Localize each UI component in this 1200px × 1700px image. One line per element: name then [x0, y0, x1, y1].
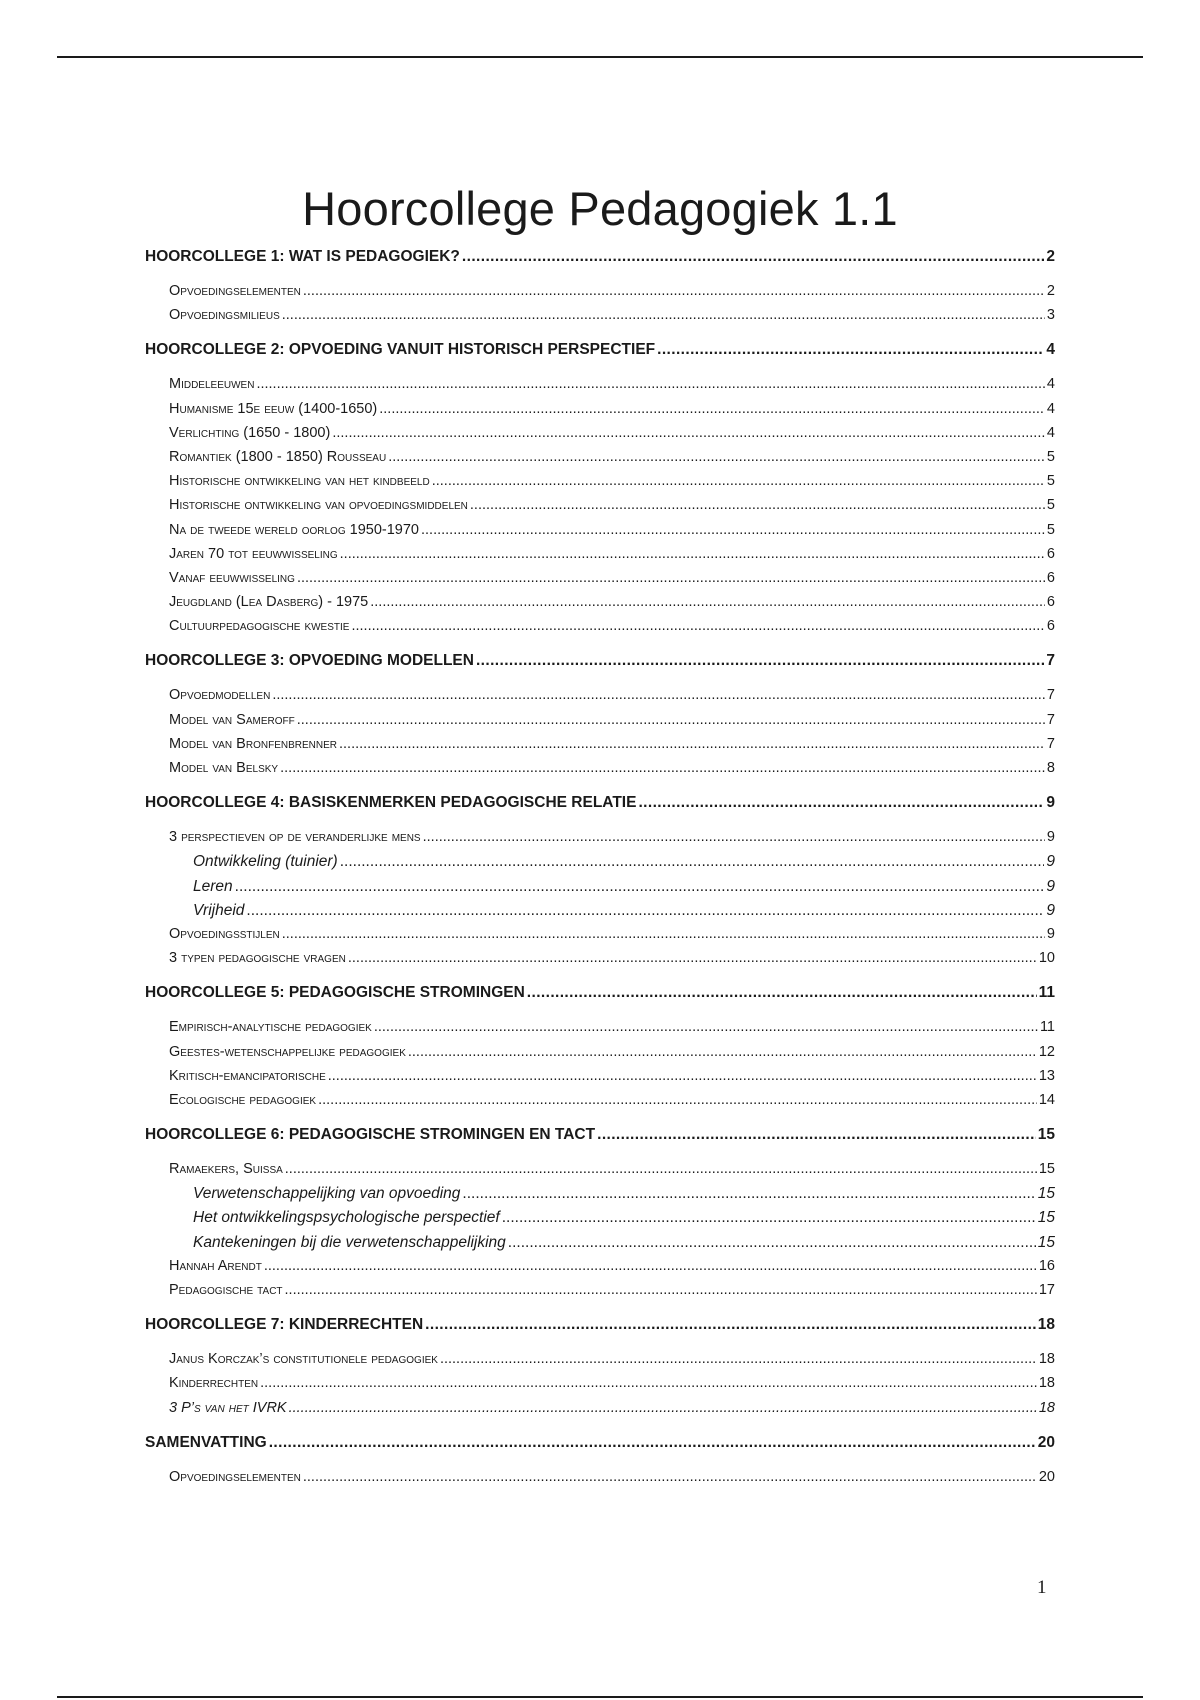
toc-dot-leader [264, 1258, 1037, 1274]
toc-entry-title: Opvoedingsstijlen [169, 925, 280, 942]
toc-dot-leader [351, 618, 1044, 634]
toc-dot-leader [235, 878, 1045, 896]
header-rule [57, 56, 1143, 58]
toc-page-number: 18 [1038, 1351, 1055, 1368]
toc-entry-title: Ontwikkeling (tuinier) [193, 853, 338, 871]
toc-section-entry[interactable] [145, 425, 1055, 449]
toc-chapter-entry[interactable] [145, 1316, 1055, 1340]
toc-entry-title: 3 perspectieven op de veranderlijke mens [169, 829, 421, 846]
toc-section-entry[interactable] [145, 594, 1055, 618]
toc-page-number: 7 [1046, 652, 1055, 670]
toc-page-number: 9 [1046, 794, 1055, 812]
toc-chapter-entry[interactable] [145, 341, 1055, 365]
toc-entry-title: Model van Bronfenbrenner [169, 735, 337, 752]
toc-page-number: 10 [1038, 950, 1055, 967]
toc-entry-title: Opvoedmodellen [169, 687, 271, 704]
toc-entry-title: Opvoedingselementen [169, 283, 301, 299]
toc-dot-leader [332, 425, 1045, 441]
toc-dot-leader [348, 950, 1037, 966]
toc-dot-leader [425, 1316, 1036, 1334]
toc-page-number: 4 [1046, 424, 1055, 441]
toc-dot-leader [340, 853, 1045, 871]
toc-page-number: 8 [1046, 760, 1055, 776]
toc-page-number: 4 [1046, 341, 1055, 359]
toc-section-entry[interactable] [145, 1068, 1055, 1092]
toc-dot-leader [476, 652, 1044, 670]
toc-section-entry[interactable] [145, 570, 1055, 594]
toc-entry-title: 3 typen pedagogische vragen [169, 950, 346, 967]
toc-subsection-entry[interactable] [145, 878, 1055, 902]
toc-dot-leader [502, 1209, 1036, 1227]
toc-section-entry[interactable] [145, 950, 1055, 974]
toc-page-number: 6 [1046, 569, 1055, 586]
toc-page-number: 5 [1046, 448, 1055, 465]
toc-entry-title: 3 P’s van het IVRK [169, 1399, 287, 1416]
toc-dot-leader [379, 401, 1045, 417]
toc-chapter-entry[interactable] [145, 652, 1055, 676]
toc-section-entry[interactable] [145, 376, 1055, 400]
toc-page-number: 6 [1046, 545, 1055, 562]
toc-section-entry[interactable] [145, 687, 1055, 711]
toc-section-entry[interactable] [145, 449, 1055, 473]
toc-dot-leader [470, 497, 1045, 513]
toc-entry-title: Kritisch-emancipatorische [169, 1067, 326, 1084]
toc-dot-leader [285, 1161, 1037, 1177]
toc-section-entry[interactable] [145, 1019, 1055, 1043]
toc-section-entry[interactable] [145, 1044, 1055, 1068]
toc-entry-title: HOORCOLLEGE 4: BASISKENMERKEN PEDAGOGISCHE RELATIE [145, 794, 637, 812]
toc-subsection-entry[interactable] [145, 1234, 1055, 1258]
toc-page-number: 7 [1046, 687, 1055, 704]
toc-section-entry[interactable] [145, 546, 1055, 570]
toc-section-entry[interactable] [145, 618, 1055, 642]
toc-dot-leader [297, 570, 1045, 586]
toc-dot-leader [462, 1185, 1035, 1203]
toc-dot-leader [462, 248, 1044, 266]
toc-dot-leader [597, 1126, 1036, 1144]
toc-dot-leader [508, 1234, 1036, 1252]
toc-chapter-entry[interactable] [145, 1126, 1055, 1150]
toc-entry-title: Empirisch-analytische pedagogiek [169, 1019, 372, 1036]
toc-page-number: 7 [1046, 735, 1055, 752]
toc-page-number: 6 [1046, 618, 1055, 635]
toc-dot-leader [289, 1400, 1037, 1416]
toc-section-entry[interactable] [145, 712, 1055, 736]
toc-page-number: 5 [1046, 473, 1055, 490]
toc-entry-title: Vrijheid [193, 901, 245, 919]
page-number: 1 [1037, 1577, 1047, 1598]
toc-dot-leader [246, 902, 1044, 920]
toc-subsection-entry[interactable] [145, 902, 1055, 926]
toc-entry-title: Verwetenschappelijking van opvoeding [193, 1185, 461, 1203]
toc-entry-title: Jaren 70 tot eeuwwisseling [169, 545, 338, 562]
toc-dot-leader [340, 546, 1045, 562]
toc-page-number: 13 [1038, 1067, 1055, 1084]
toc-dot-leader [280, 760, 1045, 776]
toc-section-entry[interactable] [145, 1092, 1055, 1116]
toc-page-number: 20 [1038, 1468, 1055, 1485]
toc-entry-title: HOORCOLLEGE 2: OPVOEDING VANUIT HISTORISCH PERSPECTIEF [145, 341, 656, 359]
toc-page-number: 9 [1046, 925, 1055, 942]
toc-dot-leader [374, 1019, 1038, 1035]
toc-page-number: 18 [1038, 1399, 1055, 1416]
toc-chapter-entry[interactable] [145, 1434, 1055, 1458]
toc-chapter-entry[interactable] [145, 794, 1055, 818]
toc-page-number: 11 [1039, 1019, 1055, 1036]
toc-entry-title: Hannah Arendt [169, 1257, 262, 1274]
document-title: Hoorcollege Pedagogiek 1.1 [302, 182, 898, 236]
toc-page-number: 9 [1046, 853, 1055, 871]
toc-dot-leader [282, 926, 1045, 942]
toc-section-entry[interactable] [145, 1400, 1055, 1424]
toc-entry-title: Vanaf eeuwwisseling [169, 569, 295, 586]
toc-page-number: 9 [1046, 877, 1055, 895]
toc-dot-leader [297, 712, 1045, 728]
toc-section-entry[interactable] [145, 522, 1055, 546]
toc-entry-title: HOORCOLLEGE 6: PEDAGOGISCHE STROMINGEN EN TACT [145, 1126, 596, 1144]
toc-entry-title: Middeleeuwen [169, 376, 255, 393]
toc-page-number: 15 [1037, 1233, 1055, 1251]
toc-section-entry[interactable] [145, 283, 1055, 307]
toc-dot-leader [440, 1351, 1037, 1367]
toc-entry-title: Geestes-wetenschappelijke pedagogiek [169, 1043, 406, 1060]
toc-page-number: 9 [1046, 829, 1055, 846]
toc-page-number: 11 [1038, 984, 1055, 1002]
toc-page-number: 15 [1037, 1126, 1055, 1144]
toc-page-number: 17 [1038, 1282, 1055, 1298]
toc-section-entry[interactable] [145, 1469, 1055, 1493]
toc-chapter-entry[interactable] [145, 248, 1055, 272]
toc-dot-leader [421, 522, 1045, 538]
toc-entry-title: Cultuurpedagogische kwestie [169, 618, 350, 635]
toc-page-number: 16 [1038, 1257, 1055, 1274]
toc-entry-title: HOORCOLLEGE 5: PEDAGOGISCHE STROMINGEN [145, 984, 525, 1002]
toc-entry-title: Leren [193, 877, 233, 895]
toc-dot-leader [260, 1375, 1037, 1391]
toc-page-number: 5 [1046, 497, 1055, 514]
toc-section-entry[interactable] [145, 1258, 1055, 1282]
toc-entry-title: Opvoedingselementen [169, 1468, 301, 1485]
toc-entry-title: Humanisme 15e eeuw (1400-1650) [169, 400, 378, 417]
toc-entry-title: Na de tweede wereld oorlog 1950-1970 [169, 521, 419, 538]
toc-section-entry[interactable] [145, 829, 1055, 853]
toc-section-entry[interactable] [145, 401, 1055, 425]
toc-page-number: 15 [1037, 1209, 1055, 1227]
toc-entry-title: SAMENVATTING [145, 1433, 267, 1451]
toc-page-number: 3 [1046, 307, 1055, 324]
toc-dot-leader [272, 687, 1045, 703]
toc-page-number: 4 [1046, 400, 1055, 417]
toc-page-number: 12 [1038, 1043, 1055, 1060]
toc-dot-leader [527, 984, 1037, 1002]
toc-section-entry[interactable] [145, 1375, 1055, 1399]
toc-dot-leader [408, 1044, 1037, 1060]
toc-page-number: 9 [1046, 901, 1055, 919]
toc-page-number: 20 [1037, 1433, 1055, 1451]
toc-page-number: 4 [1046, 376, 1055, 393]
toc-entry-title: Model van Sameroff [169, 711, 295, 728]
toc-entry-title: HOORCOLLEGE 3: OPVOEDING MODELLEN [145, 652, 474, 670]
toc-page-number: 15 [1037, 1185, 1055, 1203]
toc-page-number: 15 [1038, 1161, 1055, 1178]
toc-subsection-entry[interactable] [145, 1209, 1055, 1233]
toc-dot-leader [388, 449, 1045, 465]
toc-entry-title: Verlichting (1650 - 1800) [169, 424, 331, 441]
toc-dot-leader [423, 829, 1045, 845]
toc-section-entry[interactable] [145, 497, 1055, 521]
toc-entry-title: Model van Belsky [169, 760, 279, 776]
toc-entry-title: Kinderrechten [169, 1375, 259, 1392]
toc-entry-title: Janus Korczak’s constitutionele pedagogiek [169, 1351, 438, 1368]
toc-dot-leader [370, 594, 1045, 610]
toc-entry-title: HOORCOLLEGE 7: KINDERRECHTEN [145, 1316, 424, 1334]
toc-section-entry[interactable] [145, 926, 1055, 950]
toc-page-number: 5 [1046, 521, 1055, 538]
toc-dot-leader [318, 1092, 1037, 1108]
toc-dot-leader [657, 341, 1044, 359]
toc-entry-title: Ecologische pedagogiek [169, 1091, 317, 1108]
toc-chapter-entry[interactable] [145, 984, 1055, 1008]
toc-section-entry[interactable] [145, 1351, 1055, 1375]
toc-entry-title: Historische ontwikkeling van opvoedingsmiddelen [169, 497, 468, 514]
toc-section-entry[interactable] [145, 760, 1055, 784]
toc-entry-title: Opvoedingsmilieus [169, 307, 280, 324]
toc-page-number: 18 [1037, 1316, 1055, 1334]
toc-dot-leader [256, 376, 1044, 392]
toc-section-entry[interactable] [145, 473, 1055, 497]
toc-dot-leader [328, 1068, 1037, 1084]
toc-section-entry[interactable] [145, 1161, 1055, 1185]
toc-subsection-entry[interactable] [145, 853, 1055, 877]
toc-section-entry[interactable] [145, 1282, 1055, 1306]
toc-section-entry[interactable] [145, 736, 1055, 760]
toc-page-number: 2 [1046, 248, 1055, 265]
toc-dot-leader [339, 736, 1045, 752]
toc-dot-leader [638, 794, 1044, 812]
toc-page-number: 7 [1046, 711, 1055, 728]
toc-entry-title: Pedagogische tact [169, 1282, 283, 1298]
toc-dot-leader [282, 307, 1045, 323]
toc-entry-title: Kantekeningen bij die verwetenschappelijking [193, 1233, 506, 1251]
toc-dot-leader [432, 473, 1045, 489]
toc-page-number: 2 [1046, 283, 1055, 299]
toc-dot-leader [285, 1282, 1037, 1298]
toc-entry-title: Romantiek (1800 - 1850) Rousseau [169, 448, 387, 465]
toc-entry-title: Historische ontwikkeling van het kindbeeld [169, 473, 430, 490]
toc-subsection-entry[interactable] [145, 1185, 1055, 1209]
toc-dot-leader [303, 1469, 1037, 1485]
toc-page-number: 14 [1038, 1091, 1055, 1108]
toc-entry-title: Jeugdland (Lea Dasberg) - 1975 [169, 594, 369, 611]
toc-entry-title: Ramaekers, Suissa [169, 1161, 283, 1178]
toc-page-number: 6 [1046, 594, 1055, 611]
footer-rule [57, 1696, 1143, 1698]
table-of-contents [145, 248, 1055, 1493]
toc-section-entry[interactable] [145, 307, 1055, 331]
toc-entry-title: Het ontwikkelingspsychologische perspectief [193, 1209, 500, 1227]
toc-entry-title: HOORCOLLEGE 1: WAT IS PEDAGOGIEK? [145, 248, 460, 265]
toc-page-number: 18 [1038, 1375, 1055, 1392]
toc-dot-leader [269, 1434, 1036, 1452]
toc-dot-leader [303, 283, 1045, 299]
